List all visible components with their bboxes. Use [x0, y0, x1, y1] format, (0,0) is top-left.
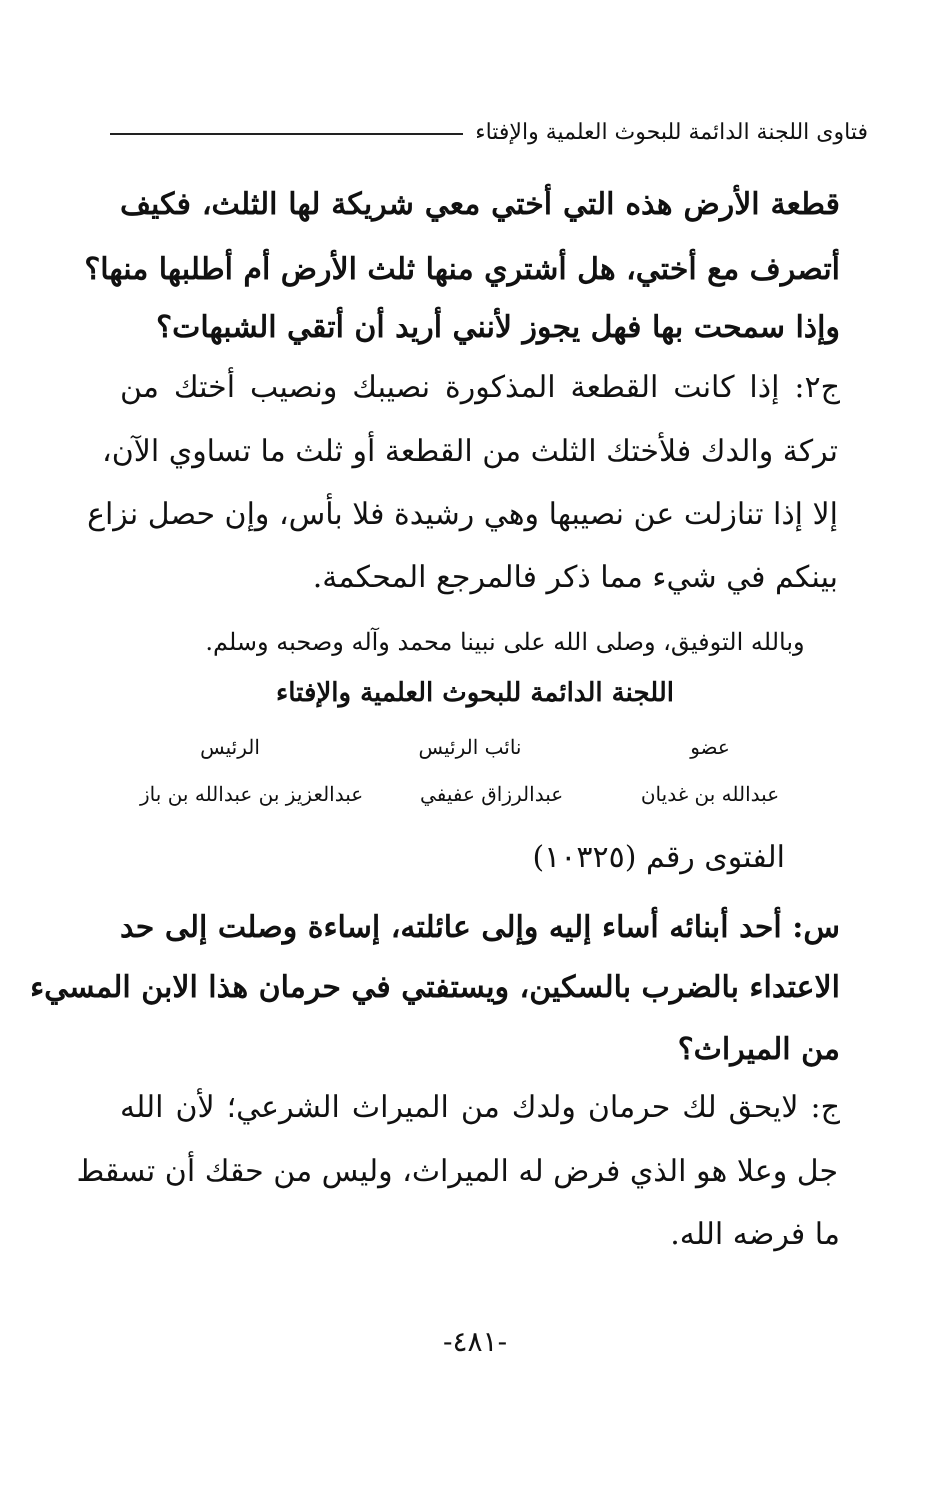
committee-name: اللجنة الدائمة للبحوث العلمية والإفتاء	[276, 678, 674, 708]
header-rule	[110, 133, 463, 135]
signature-role-vice-president: نائب الرئيس	[418, 735, 522, 759]
page-number: -٤٨١-	[442, 1325, 508, 1358]
running-header	[110, 112, 868, 152]
signature-name-president: عبدالعزيز بن عبدالله بن باز	[140, 782, 364, 806]
signature-role-member: عضو	[690, 735, 730, 759]
signature-name-member: عبدالله بن غديان	[640, 782, 780, 806]
signature-role-president: الرئيس	[200, 735, 260, 759]
answer1-line-1: ج٢: إذا كانت القطعة المذكورة نصيبك ونصيب أختك من	[120, 370, 840, 405]
closing-text: وبالله التوفيق، وصلى الله على نبينا محمد وآله وصحبه وسلم.	[205, 628, 805, 656]
question2-line-2: الاعتداء بالضرب بالسكين، ويستفتي في حرمان هذا الابن المسيء	[30, 970, 840, 1005]
answer2-line-3: ما فرضه الله.	[670, 1217, 840, 1252]
question1-line-3: وإذا سمحت بها فهل يجوز لأنني أريد أن أتقي الشبهات؟	[156, 310, 840, 345]
answer1-line-2: تركة والدك فلأختك الثلث من القطعة أو ثلث ما تساوي الآن،	[102, 434, 838, 469]
answer1-line-4: بينكم في شيء مما ذكر فالمرجع المحكمة.	[312, 560, 838, 595]
answer2-line-1: ج: لايحق لك حرمان ولدك من الميراث الشرعي؛ لأن الله	[120, 1090, 840, 1125]
question1-line-2: أتصرف مع أختي، هل أشتري منها ثلث الأرض أم أطلبها منها؟	[84, 252, 840, 287]
signature-names	[140, 782, 800, 806]
signature-roles	[140, 735, 800, 759]
question1-line-1: قطعة الأرض هذه التي أختي معي شريكة لها الثلث، فكيف	[120, 187, 840, 222]
answer2-line-2: جل وعلا هو الذي فرض له الميراث، وليس من حقك أن تسقط	[76, 1154, 838, 1189]
question2-line-1: س: أحد أبنائه أساء إليه وإلى عائلته، إساءة وصلت إلى حد	[120, 910, 840, 945]
fatwa-number: الفتوى رقم (١٠٣٢٥)	[532, 840, 785, 875]
header-title: فتاوى اللجنة الدائمة للبحوث العلمية والإفتاء	[475, 119, 868, 145]
answer1-line-3: إلا إذا تنازلت عن نصيبها وهي رشيدة فلا بأس، وإن حصل نزاع	[87, 497, 838, 532]
question2-line-3: من الميراث؟	[677, 1032, 840, 1067]
signature-name-vice-president: عبدالرزاق عفيفي	[420, 782, 564, 806]
